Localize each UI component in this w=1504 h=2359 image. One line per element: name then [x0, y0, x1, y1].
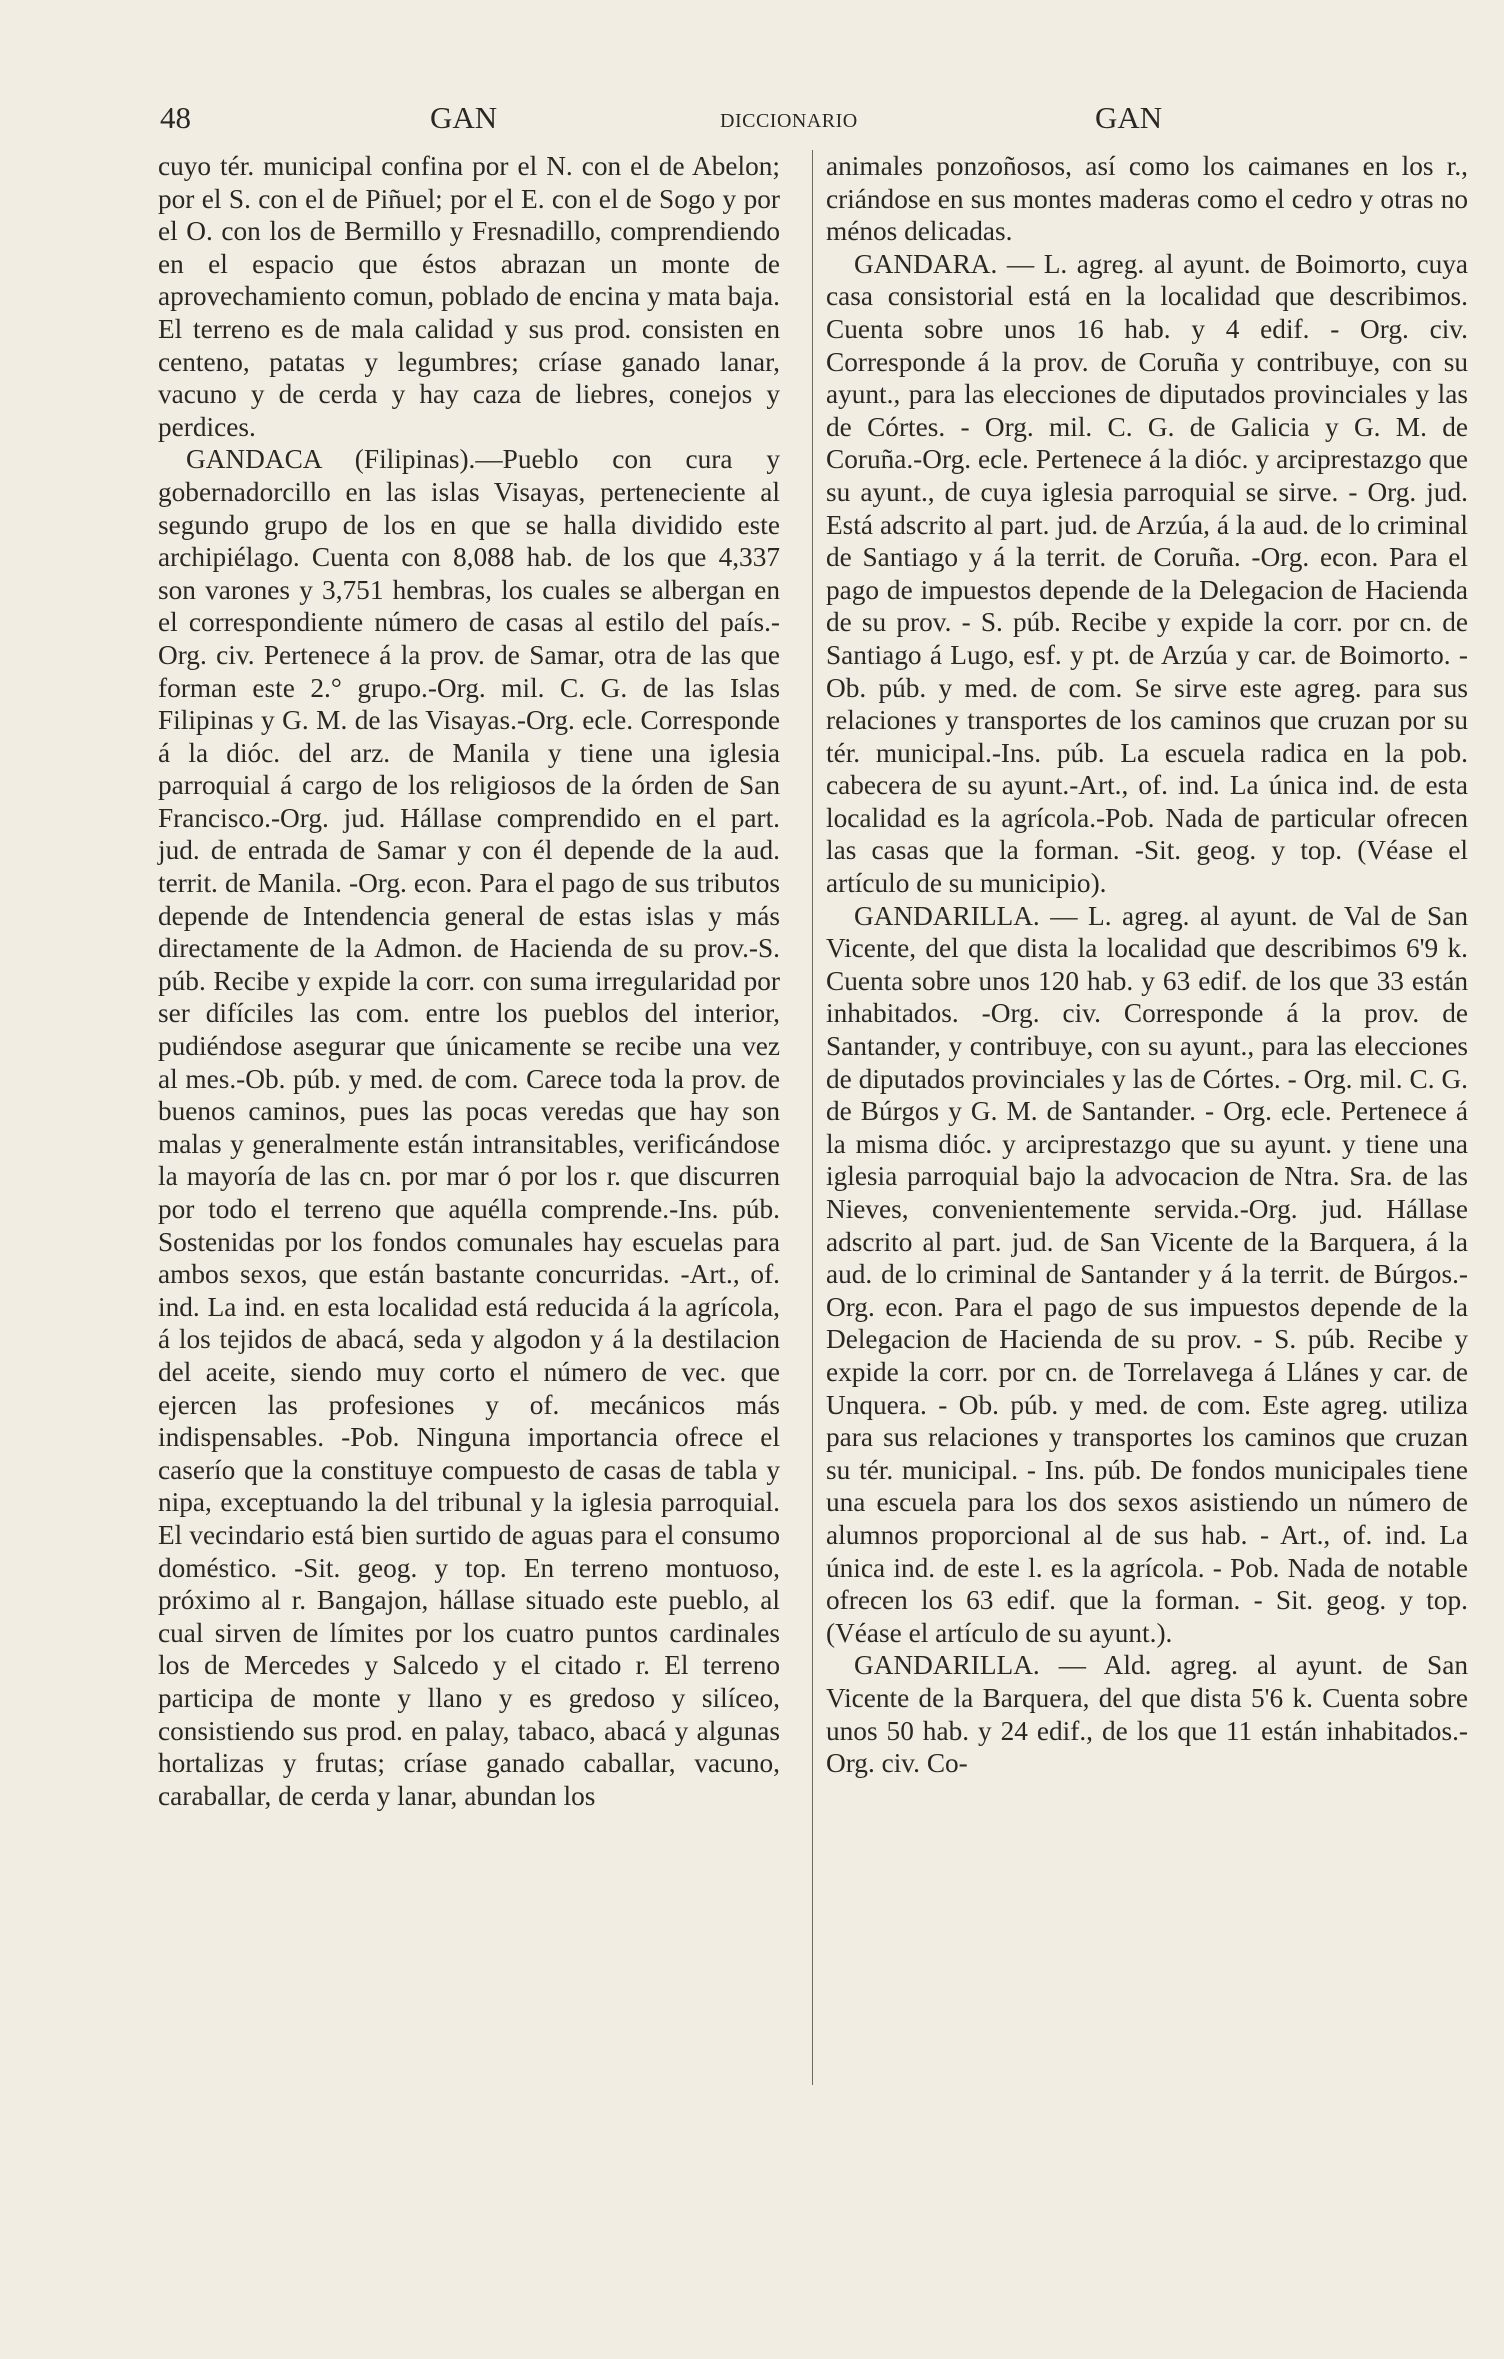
entry-gandaca: GANDACA (Filipinas).—Pueblo con cura y gobernadorcillo en las islas Visayas, perteneciente al segundo grupo de los en que se halla dividido este archipiélago. Cuenta con 8,088 hab. de los que 4,337 son varones y 3,751 hembras, los cuales se albergan en el correspondiente número de casas al estilo del país.-Org. civ. Pertenece á la prov. de Samar, otra de las que forman este 2.° grupo.-Org. mil. C. G. de las Islas Filipinas y G. M. de las Visayas.-Org. ecle. Corresponde á la dióc. del arz. de Manila y tiene una iglesia parroquial á cargo de los religiosos de la órden de San Francisco.-Org. jud. Hállase comprendido en el part. jud. de entrada de Samar y con él depende de la aud. territ. de Manila. -Org. econ. Para el pago de sus tributos depende de Intendencia general de estas islas y más directamente de la Admon. de Hacienda de su prov.-S. púb. Recibe y expide la corr. con suma irregularidad por ser difíciles las com. entre los pueblos del interior, pudiéndose asegurar que únicamente se recibe una vez al mes.-Ob. púb. y med. de com. Carece toda la prov. de buenos caminos, pues las pocas veredas que hay son malas y generalmente están intransitables, verificándose la mayoría de las cn. por mar ó por los r. que discurren por todo el terreno que aquélla comprende.-Ins. púb. Sostenidas por los fondos comunales hay escuelas para ambos sexos, que están bastante concurridas. -Art., of. ind. La ind. en esta localidad está reducida á la agrícola, á los tejidos de abacá, seda y algodon y á la destilacion del aceite, siendo muy corto el número de vec. que ejercen las profesiones y of. mecánicos más indispensables. -Pob. Ninguna importancia ofrece el caserío que la constituye compuesto de casas de tabla y nipa, exceptuando la del tribunal y la iglesia parroquial. El vecindario está bien surtido de aguas para el consumo doméstico. -Sit. geog. y top. En terreno montuoso, próximo al r. Bangajon, hállase situado este pueblo, al cual sirven de límites por los cuatro puntos cardinales los de Mercedes y Salcedo y el citado r. El terreno participa de monte y llano y es gredoso y silíceo, consistiendo sus prod. en palay, tabaco, abacá y algunas hortalizas y frutas; críase ganado caballar, vacuno, caraballar, de cerda y lanar, abundan los [158, 444, 780, 1811]
column-divider [812, 150, 813, 2085]
right-column [826, 150, 1468, 1780]
page-number: 48 [160, 100, 191, 135]
paragraph-continuation: cuyo tér. municipal confina por el N. con el de Abelon; por el S. con el de Piñuel; por el E. con el de Sogo y por el O. con los de Bermillo y Fresnadillo, comprendiendo en el espacio que éstos abrazan un monte de aprovechamiento comun, poblado de encina y mata baja. El terreno es de mala calidad y sus prod. consisten en centeno, patatas y legumbres; críase ganado lanar, vacuno y de cerda y hay caza de liebres, conejos y perdices. [158, 151, 780, 442]
running-head-left: GAN [430, 100, 498, 135]
running-header [160, 100, 1375, 140]
entry-gandarilla-2: GANDARILLA. — Ald. agreg. al ayunt. de San Vicente de la Barquera, del que dista 5'6 k. Cuenta sobre unos 50 hab. y 24 edif., de los que 11 están inhabitados.-Org. civ. Co- [826, 1650, 1468, 1779]
left-column [158, 150, 780, 1812]
entry-gandarilla-1: GANDARILLA. — L. agreg. al ayunt. de Val de San Vicente, del que dista la localidad que describimos 6'9 k. Cuenta sobre unos 120 hab. y 63 edif. de los que 33 están inhabitados. -Org. civ. Corresponde á la prov. de Santander, y contribuye, con su ayunt., para las elecciones de diputados provinciales y las de Córtes. - Org. mil. C. G. de Búrgos y G. M. de Santander. - Org. ecle. Pertenece á la misma dióc. y arciprestazgo que su ayunt. y tiene una iglesia parroquial bajo la advocacion de Ntra. Sra. de las Nieves, convenientemente servida.-Org. jud. Hállase adscrito al part. jud. de San Vicente de la Barquera, á la aud. de lo criminal de Santander y á la territ. de Búrgos.-Org. econ. Para el pago de sus impuestos depende de la Delegacion de Hacienda de su prov. - S. púb. Recibe y expide la corr. por cn. de Torrelavega á Llánes y car. de Unquera. - Ob. púb. y med. de com. Este agreg. utiliza para sus relaciones y transportes los caminos que cruzan su tér. municipal. - Ins. púb. De fondos municipales tiene una escuela para los dos sexos asistiendo un número de alumnos proporcional al de sus hab. - Art., of. ind. La única ind. de este l. es la agrícola. - Pob. Nada de notable ofrecen los 63 edif. que la forman. - Sit. geog. y top. (Véase el artículo de su ayunt.). [826, 900, 1468, 1648]
paragraph-continuation: animales ponzoñosos, así como los caimanes en los r., criándose en sus montes maderas como el cedro y otras no ménos delicadas. [826, 151, 1468, 247]
running-head-right: GAN [1095, 100, 1163, 135]
running-head-center: DICCIONARIO [720, 110, 858, 132]
entry-gandara: GANDARA. — L. agreg. al ayunt. de Boimorto, cuya casa consistorial está en la localidad que describimos. Cuenta sobre unos 16 hab. y 4 edif. - Org. civ. Corresponde á la prov. de Coruña y contribuye, con su ayunt., para las elecciones de diputados provinciales y las de Córtes. - Org. mil. C. G. de Galicia y G. M. de Coruña.-Org. ecle. Pertenece á la dióc. y arciprestazgo que su ayunt., de cuya iglesia parroquial se sirve. - Org. jud. Está adscrito al part. jud. de Arzúa, á la aud. de lo criminal de Santiago y á la territ. de Coruña. -Org. econ. Para el pago de impuestos depende de la Delegacion de Hacienda de su prov. - S. púb. Recibe y expide la corr. por cn. de Santiago á Lugo, esf. y pt. de Arzúa y car. de Boimorto. - Ob. púb. y med. de com. Se sirve este agreg. para sus relaciones y transportes de los caminos que cruzan por su tér. municipal.-Ins. púb. La escuela radica en la pob. cabecera de su ayunt.-Art., of. ind. La única ind. de esta localidad es la agrícola.-Pob. Nada de particular ofrecen las casas que la forman. -Sit. geog. y top. (Véase el artículo de su municipio). [826, 248, 1468, 899]
